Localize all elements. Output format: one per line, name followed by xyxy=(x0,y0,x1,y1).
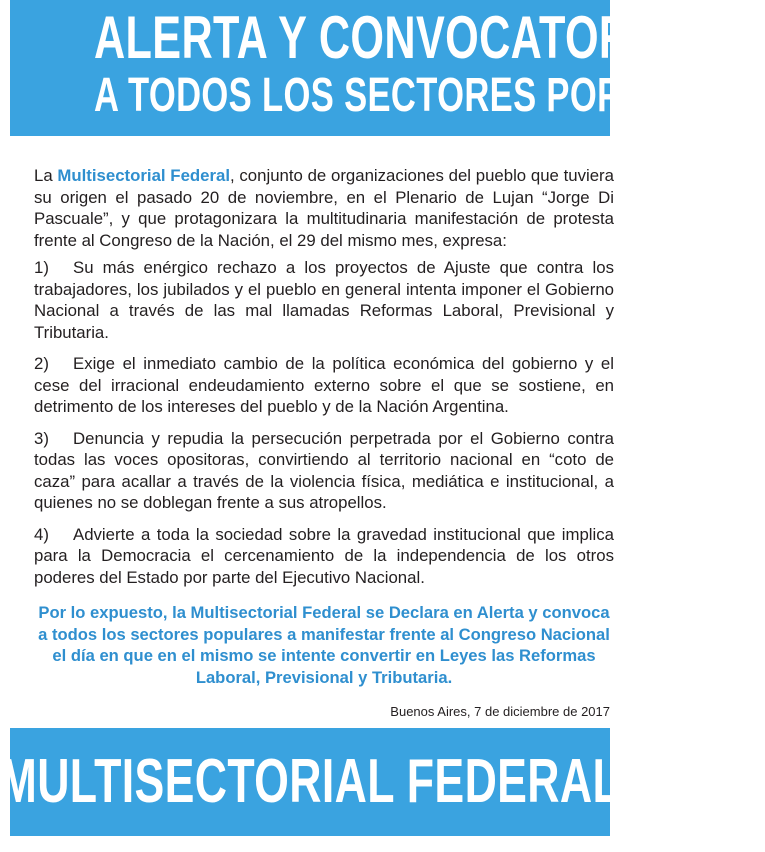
point-item xyxy=(34,524,614,589)
bottom-strip xyxy=(10,836,610,852)
point-number: 4) xyxy=(34,524,49,544)
point-item xyxy=(34,428,614,514)
footer-title: MULTISECTORIAL FEDERAL xyxy=(0,747,621,816)
dateline: Buenos Aires, 7 de diciembre de 2017 xyxy=(390,704,610,719)
header-subtitle: A TODOS LOS SECTORES POPULARES xyxy=(93,69,765,122)
point-number: 1) xyxy=(34,258,49,277)
footer-banner xyxy=(0,728,621,836)
header-title: ALERTA Y CONVOCATORIA xyxy=(93,4,675,71)
point-number: 3) xyxy=(34,428,49,448)
point-item xyxy=(34,353,614,418)
header-banner xyxy=(10,0,765,136)
point-text: Su más enérgico rechazo a los proyectos de Ajuste que contra los trabajadores, los jubilados y el pueblo en general intenta imponer el Gobierno Nacional a través de las mal llamadas Reformas Laboral, Previsional y Tributaria. xyxy=(34,258,614,342)
point-text: Exige el inmediato cambio de la política económica del gobierno y el cese del irracional endeudamiento externo sobre el que se sostiene, en detrimento de los intereses del pueblo y de la Nación Argentina. xyxy=(34,354,614,416)
intro-after: , conjunto de organizaciones del pueblo que tuviera su origen el pasado 20 de noviembre, en el Plenario de Lujan “Jorge Di Pascuale”, y que protagonizara la multitudinaria manifestación de protesta frente al Congreso de la Nación, el 29 del mismo mes, expresa: xyxy=(34,166,614,250)
point-text: Denuncia y repudia la persecución perpetrada por el Gobierno contra todas las voces opositoras, convirtiendo al territorio nacional en “coto de caza” para acallar a través de la violencia física, mediática e institucional, a quienes no se doblegan frente a sus atropellos. xyxy=(34,428,614,512)
call-to-action: Por lo expuesto, la Multisectorial Federal se Declara en Alerta y convoca a todos los sectores populares a manifestar frente al Congreso Nacional el día en que en el mismo se intente convertir en Leyes las Reformas Laboral, Previsional y Tributaria. xyxy=(38,603,610,687)
intro-paragraph xyxy=(34,165,614,251)
organization-name: Multisectorial Federal xyxy=(57,166,231,185)
point-text: Advierte a toda la sociedad sobre la gravedad institucional que implica para la Democracia el cercenamiento de la independencia de los otros poderes del Estado por parte del Ejecutivo Nacional. xyxy=(34,524,614,587)
point-item xyxy=(34,257,614,343)
point-number: 2) xyxy=(34,354,49,373)
statement-body xyxy=(34,165,614,598)
intro-before: La xyxy=(34,166,58,185)
